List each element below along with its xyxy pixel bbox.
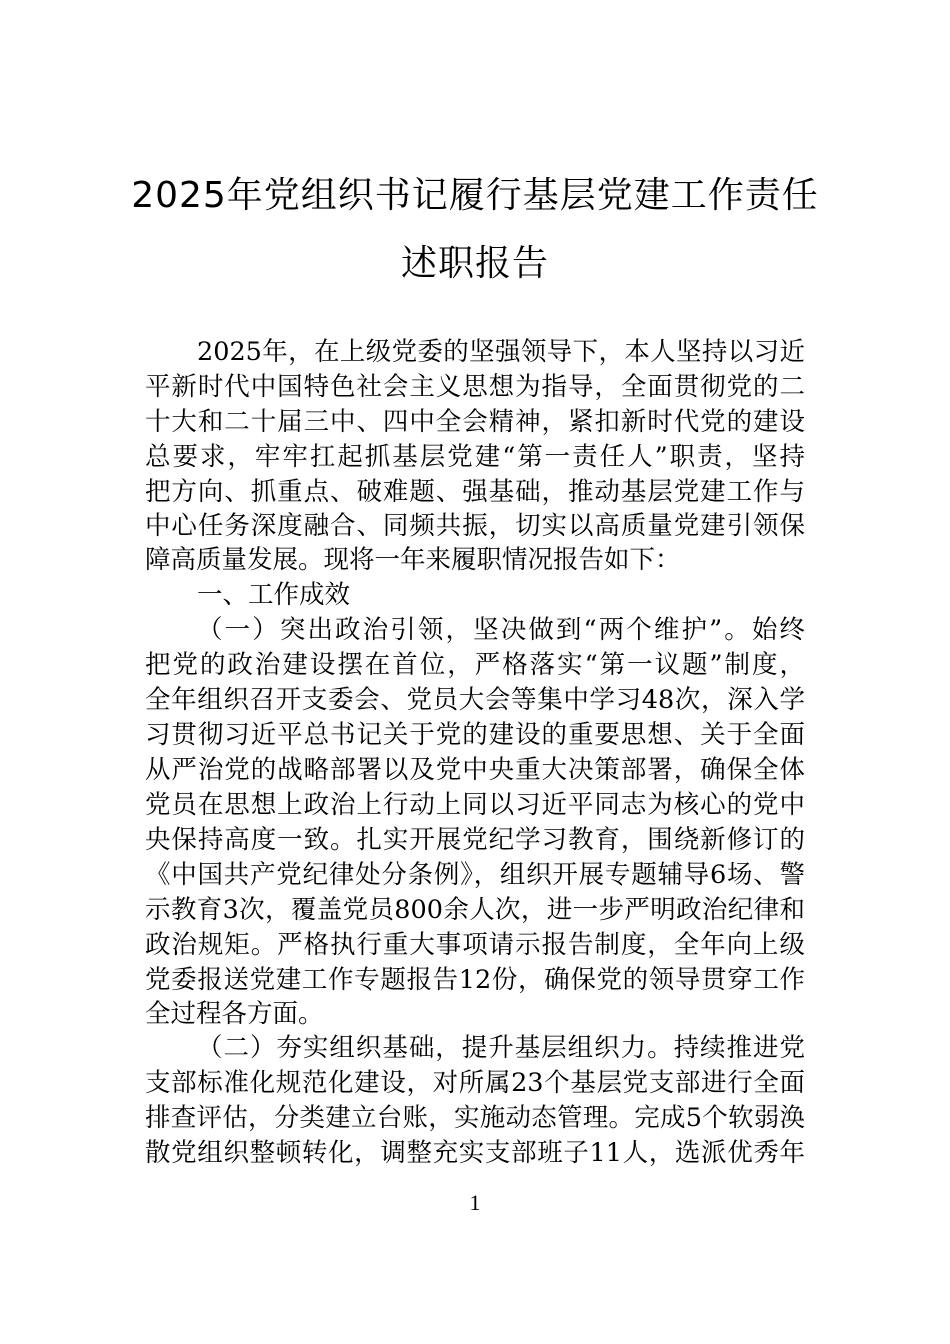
body-line: 党委报送党建工作专题报告12份，确保党的领导贯穿工作 bbox=[145, 965, 805, 995]
document-title-line-1: 2025年党组织书记履行基层党建工作责任 bbox=[131, 175, 819, 216]
body-line: 党员在思想上政治上行动上同以习近平同志为核心的党中 bbox=[145, 790, 805, 820]
body-line: 从严治党的战略部署以及党中央重大决策部署，确保全体 bbox=[145, 755, 805, 785]
body-line: 习贯彻习近平总书记关于党的建设的重要思想、关于全面 bbox=[145, 720, 805, 750]
body-line: 把党的政治建设摆在首位，严格落实“第一议题”制度， bbox=[145, 650, 805, 680]
body-line: 示教育3次，覆盖党员800余人次，进一步严明政治纪律和 bbox=[145, 895, 805, 925]
body-line: 全过程各方面。 bbox=[145, 999, 324, 1029]
body-line: 央保持高度一致。扎实开展党纪学习教育，围绕新修订的 bbox=[145, 825, 805, 855]
body-line: 十大和二十届三中、四中全会精神，紧扣新时代党的建设 bbox=[145, 407, 805, 437]
document-title-line-2: 述职报告 bbox=[400, 243, 549, 284]
body-line: 排查评估，分类建立台账，实施动态管理。完成5个软弱涣 bbox=[145, 1103, 805, 1133]
body-line: 把方向、抓重点、破难题、强基础，推动基层党建工作与 bbox=[145, 477, 805, 507]
body-line: 《中国共产党纪律处分条例》，组织开展专题辅导6场、警 bbox=[145, 860, 805, 890]
subsection-heading-line: （二）夯实组织基础，提升基层组织力。持续推进党 bbox=[197, 1033, 805, 1063]
body-line: 2025年，在上级党委的坚强领导下，本人坚持以习近 bbox=[197, 337, 805, 367]
section-heading: 一、工作成效 bbox=[197, 580, 351, 610]
body-line: 平新时代中国特色社会主义思想为指导，全面贯彻党的二 bbox=[145, 372, 805, 402]
body-line: 全年组织召开支委会、党员大会等集中学习48次，深入学 bbox=[145, 685, 805, 715]
page-number: 1 bbox=[469, 1190, 481, 1215]
body-line: 政治规矩。严格执行重大事项请示报告制度，全年向上级 bbox=[145, 930, 805, 960]
body-line: 中心任务深度融合、同频共振，切实以高质量党建引领保 bbox=[145, 511, 805, 541]
body-line: 障高质量发展。现将一年来履职情况报告如下： bbox=[145, 545, 681, 575]
body-line: 总要求，牢牢扛起抓基层党建“第一责任人”职责，坚持 bbox=[145, 442, 805, 472]
subsection-heading-line: （一）突出政治引领，坚决做到“两个维护”。始终 bbox=[197, 615, 805, 645]
body-line: 散党组织整顿转化，调整充实支部班子11人，选派优秀年 bbox=[145, 1138, 805, 1168]
body-line: 支部标准化规范化建设，对所属23个基层党支部进行全面 bbox=[145, 1068, 805, 1098]
